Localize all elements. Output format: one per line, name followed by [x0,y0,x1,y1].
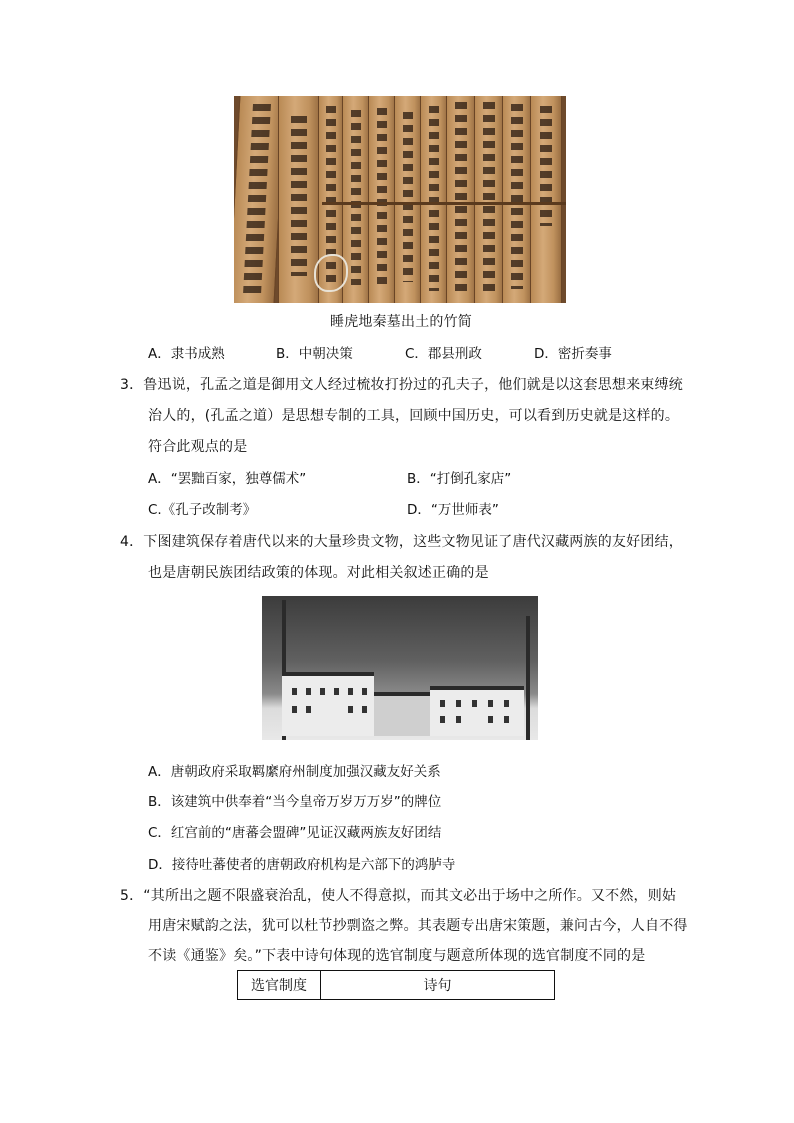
slip-binding-line [322,202,566,205]
bamboo-slip [502,96,532,303]
temple-gate [374,692,434,736]
bamboo-slips-photo [234,96,566,303]
q4-option-c: C．红宫前的“唐蕃会盟碑”见证汉藏两族友好团结 [148,825,442,841]
q3-stem-line1: 3．鲁迅说，孔孟之道是御用文人经过梳妆打扮过的孔夫子，他们就是以这套思想来束缚统 [120,377,683,393]
q5-table [237,970,555,1000]
bamboo-slip [474,96,504,303]
q2-option-c: C．郡县刑政 [405,346,482,362]
bamboo-slip [446,96,476,303]
q4-option-b: B．该建筑中供奉着“当今皇帝万岁万万岁”的牌位 [148,794,442,810]
q2-option-d: D．密折奏事 [534,346,612,362]
q4-stem-line1: 4．下图建筑保存着唐代以来的大量珍贵文物，这些文物见证了唐代汉藏两族的友好团结， [120,534,683,550]
q3-option-a: A．“罢黜百家，独尊儒术” [148,471,307,487]
q4-option-d: D．接待吐蕃使者的唐朝政府机构是六部下的鸿胪寺 [148,857,456,873]
q2-option-b: B．中朝决策 [276,346,353,362]
temple-building-left [282,672,374,736]
q3-option-c: C.《孔子改制考》 [148,502,257,518]
prayer-pole [526,616,530,740]
q3-stem-line2: 治人的，(孔孟之道）是思想专制的工具，回顾中国历史，可以看到历史就是这样的。 [148,408,680,424]
figure1-caption: 睡虎地秦墓出土的竹简 [330,314,472,330]
bamboo-slip [420,96,448,303]
bamboo-slip [368,96,396,303]
q3-option-b: B．“打倒孔家店” [407,471,512,487]
q4-stem-line2: 也是唐朝民族团结政策的体现。对此相关叙述正确的是 [148,565,489,581]
temple-building-right [430,686,524,736]
q5-stem-line2: 用唐宋赋韵之法，犹可以杜节抄剽盗之弊。其表题专出唐宋策题，兼问古今，人自不得 [148,918,688,934]
q3-option-d: D．“万世师表” [407,502,499,518]
table-header-poem: 诗句 [423,978,452,994]
table-header-system: 选官制度 [238,971,321,999]
jokhang-temple-photo [262,596,538,740]
bamboo-slip [394,96,422,303]
bamboo-slip [530,96,562,303]
q5-stem-line3: 不读《通鉴》矣。”下表中诗句体现的选官制度与题意所体现的选官制度不同的是 [148,948,646,964]
q5-stem-line1: 5．“其所出之题不限盛衰治乱，使人不得意拟，而其文必出于场中之所作。又不然，则姑 [120,888,677,904]
binding-string [314,254,348,292]
q3-stem-line3: 符合此观点的是 [148,439,248,455]
q2-option-a: A．隶书成熟 [148,346,225,362]
q4-option-a: A．唐朝政府采取羁縻府州制度加强汉藏友好关系 [148,764,441,780]
